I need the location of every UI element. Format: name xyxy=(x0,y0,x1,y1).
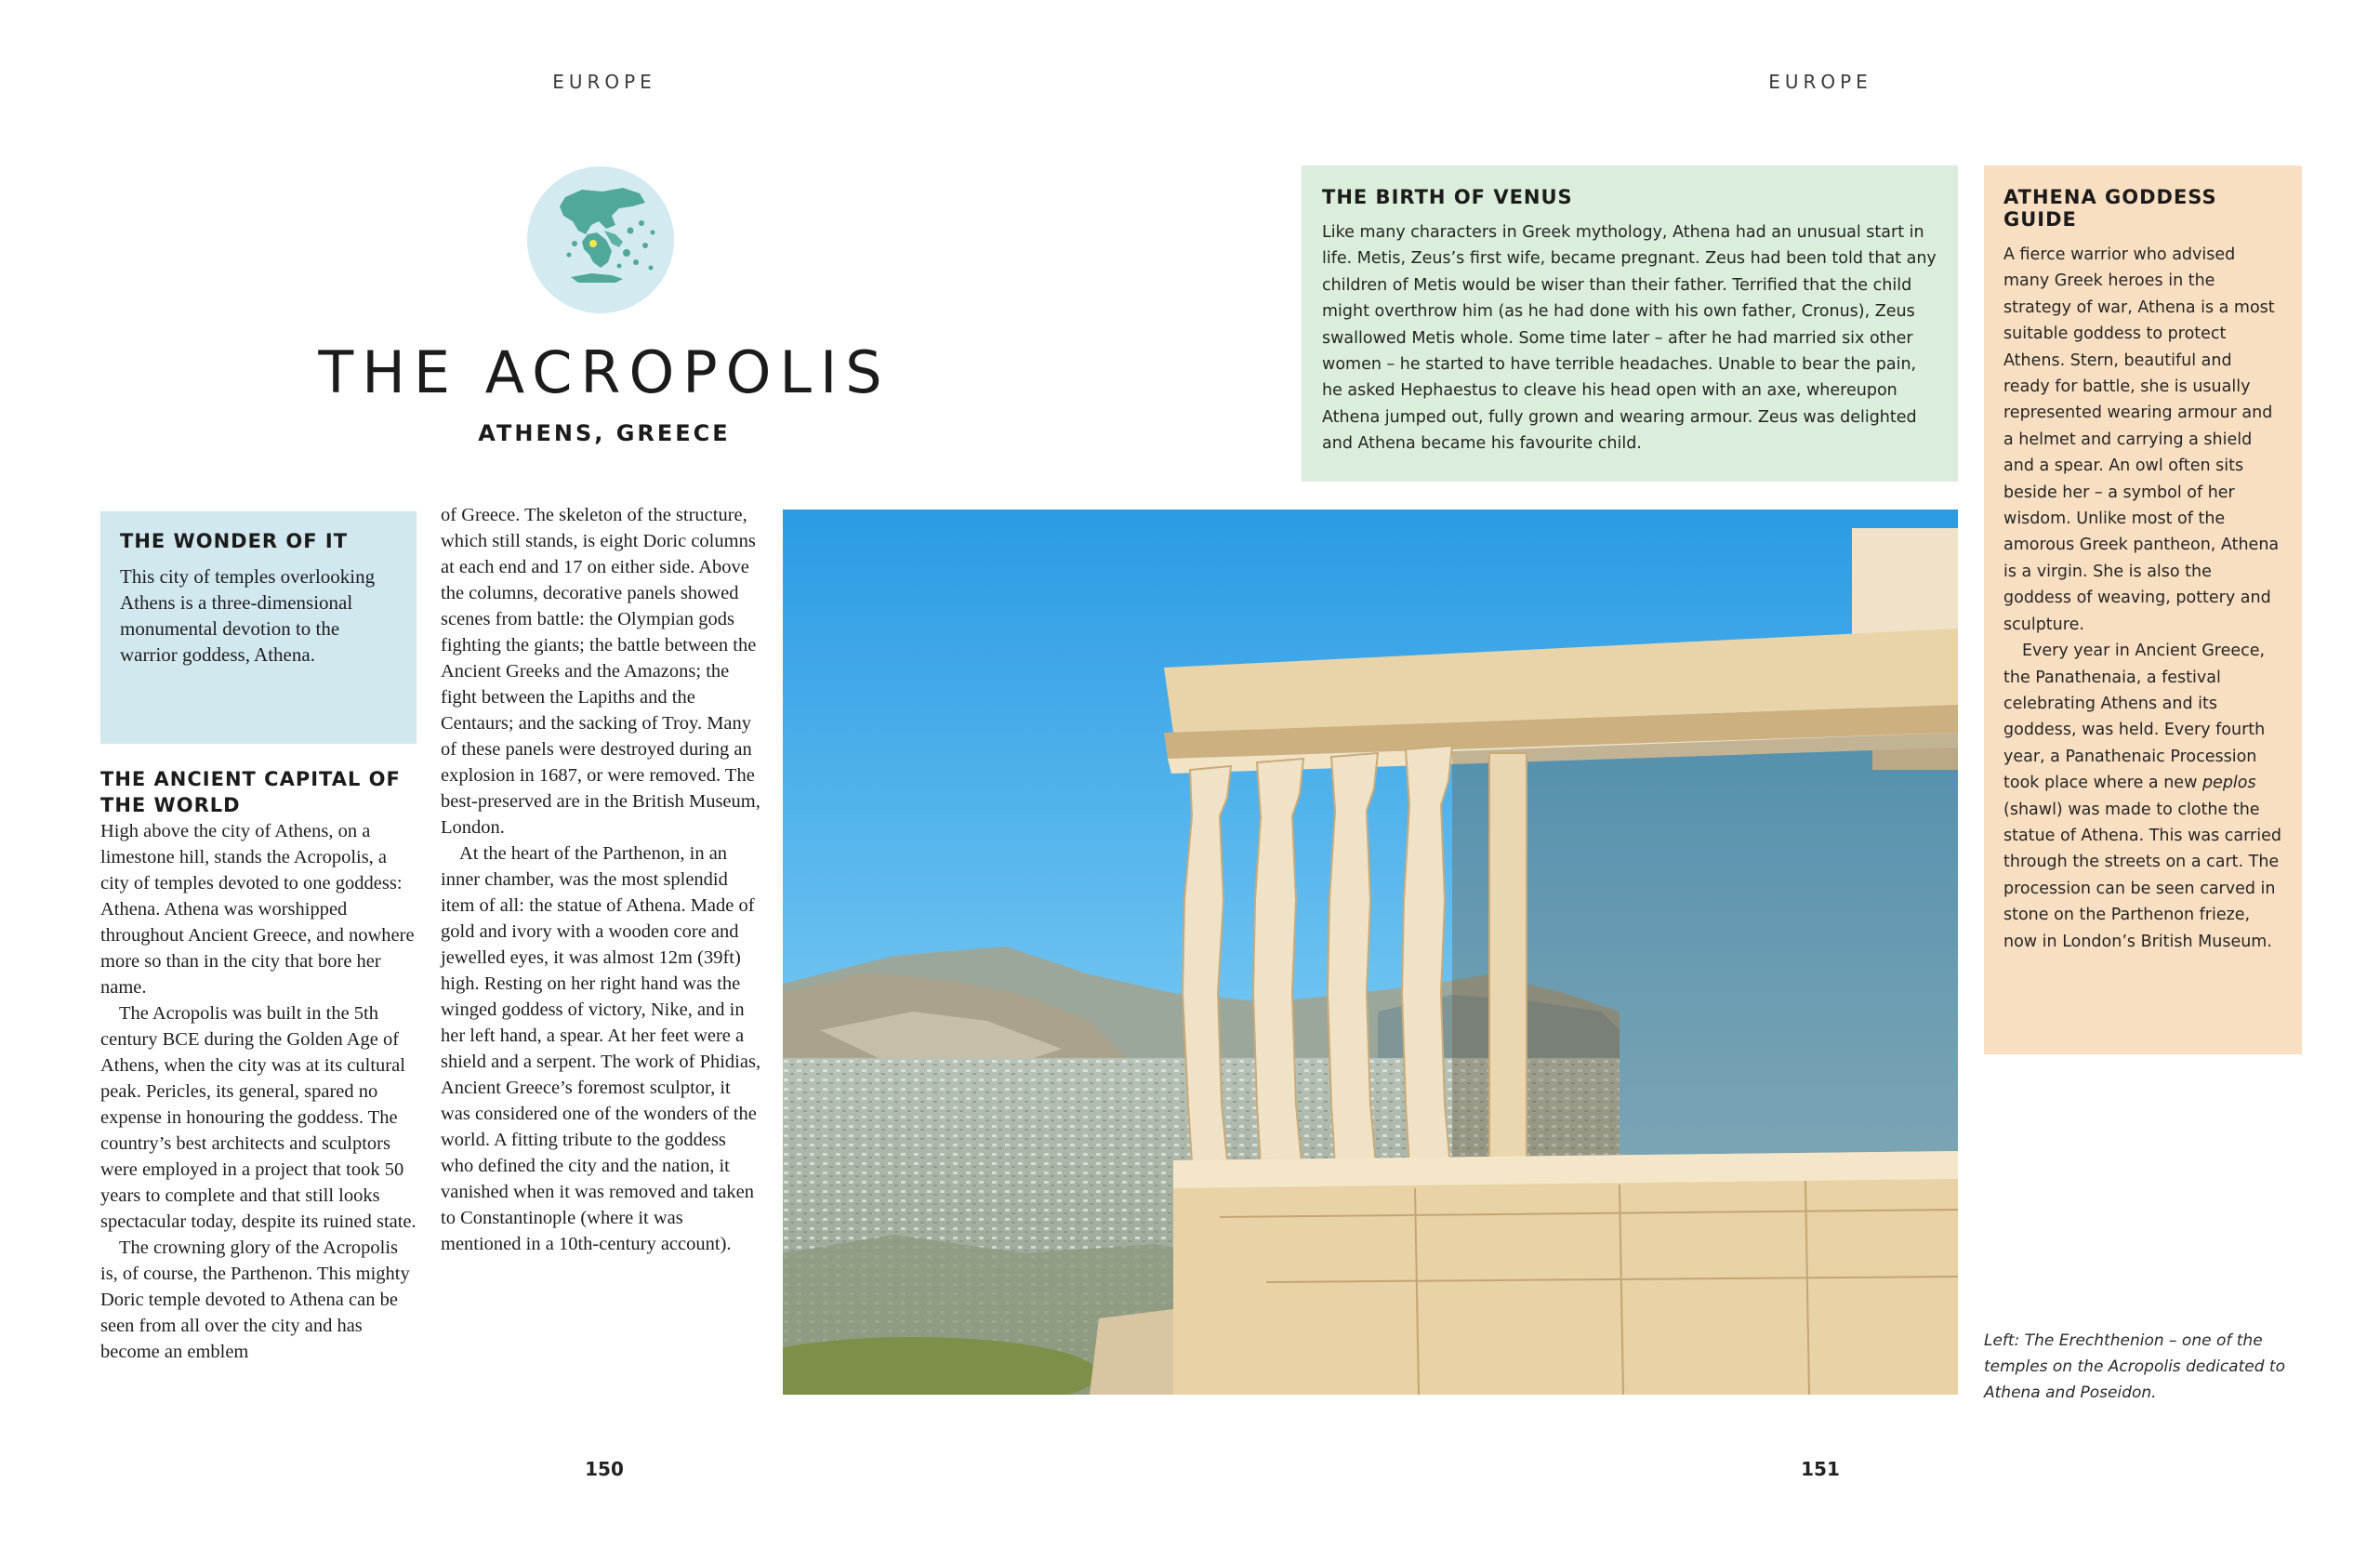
column2-paragraph-2: At the heart of the Parthenon, in an inner chamber, was the most splendid item of all: the statue of Athena. Made of gold and ivory with a wooden core and jewelled eyes, it was almost 12m (39ft) high. Resting on her right hand was the winged goddess of victory, Nike, and in her left hand, a spear. At her feet were a shield and a serpent. The work of Phidias, Ancient Greece’s foremost sculptor, it was considered one of the wonders of the world. A fitting tribute to the goddess who defined the city and the nation, it vanished when it was removed and taken to Constantinople (where it was mentioned in a 10th-century account). xyxy=(441,843,761,1254)
venus-box-body: Like many characters in Greek mythology, Athena had an unusual start in life. Metis, Zeus’s first wife, became pregnant. Zeus had been told that any children of Metis would be wiser than their father. Terrified that the child might overthrow him (as he had done with his own father, Cronus), Zeus swallowed Metis whole. Some time later – after he had married six other women – he started to have terrible headaches. Unable to bear the pain, he asked Hephaestus to cleave his head open with an axe, whereupon Athena jumped out, fully grown and wearing armour. Zeus was delighted and Athena became his favourite child. xyxy=(1322,223,1937,454)
athena-box-body xyxy=(2003,242,2282,955)
wonder-box xyxy=(100,511,416,744)
venus-box xyxy=(1302,165,1958,482)
page-title: THE ACROPOLIS xyxy=(318,338,891,406)
athena-box xyxy=(1984,165,2302,1054)
column2-paragraph-1: of Greece. The skeleton of the structure, which still stands, is eight Doric columns at each end and 17 on either side. Above the columns, decorative panels showed scenes from battle: the Olympian gods fighting the giants; the battle between the Ancient Greeks and the Amazons; the fight between the Lapiths and the Centaurs; and the sacking of Troy. Many of these panels were destroyed during an explosion in 1687, or were removed. The best-preserved are in the British Museum, London. xyxy=(441,505,760,838)
column1-paragraph-1: High above the city of Athens, on a limestone hill, stands the Acropolis, a city of temples devoted to one goddess: Athena. Athena was worshipped throughout Ancient Greece, and nowhere more so than in the city that bore her name. xyxy=(100,821,415,998)
athena-paragraph-2-start: Every year in Ancient Greece, the Panathenaia, a festival celebrating Athens and its goddess, was held. Every fourth year, a Panathenaic Procession took place where a new xyxy=(2003,642,2266,793)
venus-box-heading: THE BIRTH OF VENUS xyxy=(1322,186,1573,208)
athena-paragraph-2-end: (shawl) was made to clothe the statue of Athena. This was carried through the streets on a cart. The procession can be seen carved in stone on the Parthenon frieze, now in London’s British Museum. xyxy=(2003,800,2281,951)
body-column-2 xyxy=(441,502,762,1257)
body-column-1 xyxy=(100,818,416,1365)
photo-caption: Left: The Erechthenion – one of the temples on the Acropolis dedicated to Athena and Poseidon. xyxy=(1984,1331,2285,1402)
greece-map-icon xyxy=(526,165,675,314)
page-number-left: 150 xyxy=(585,1458,624,1480)
wonder-box-body: This city of temples overlooking Athens is a three-dimensional monumental devotion to the warrior goddess, Athena. xyxy=(120,565,376,666)
erechtheion-photo xyxy=(783,510,1958,1395)
column1-paragraph-2: The Acropolis was built in the 5th century BCE during the Golden Age of Athens, when the city was at its cultural peak. Pericles, its general, spared no expense in honouring the goddess. The country’s best architects and sculptors were employed in a project that took 50 years to complete and that still looks spectacular today, despite its ruined state. xyxy=(100,1003,416,1232)
column1-paragraph-3: The crowning glory of the Acropolis is, of course, the Parthenon. This mighty Doric temple devoted to Athena can be seen from all over the city and has become an emblem xyxy=(100,1238,410,1362)
athena-paragraph-1: A fierce warrior who advised many Greek heroes in the strategy of war, Athena is a most suitable goddess to protect Athens. Stern, beautiful and ready for battle, she is usually represented wearing armour and a helmet and carrying a shield and a spear. An owl often sits beside her – a symbol of her wisdom. Unlike most of the amorous Greek pantheon, Athena is a virgin. She is also the goddess of weaving, pottery and sculpture. xyxy=(2003,245,2280,634)
athena-box-heading: ATHENA GODDESS GUIDE xyxy=(2003,186,2217,231)
page-number-right: 151 xyxy=(1801,1458,1840,1480)
wonder-box-heading: THE WONDER OF IT xyxy=(120,530,349,552)
athena-paragraph-2 xyxy=(2003,638,2282,955)
running-head-right: EUROPE xyxy=(1768,71,1872,93)
running-head-left: EUROPE xyxy=(552,71,656,93)
athena-paragraph-2-italic: peplos xyxy=(2202,774,2256,793)
section-heading: THE ANCIENT CAPITAL OF THE WORLD xyxy=(100,768,401,816)
page-subtitle: ATHENS, GREECE xyxy=(478,420,731,446)
